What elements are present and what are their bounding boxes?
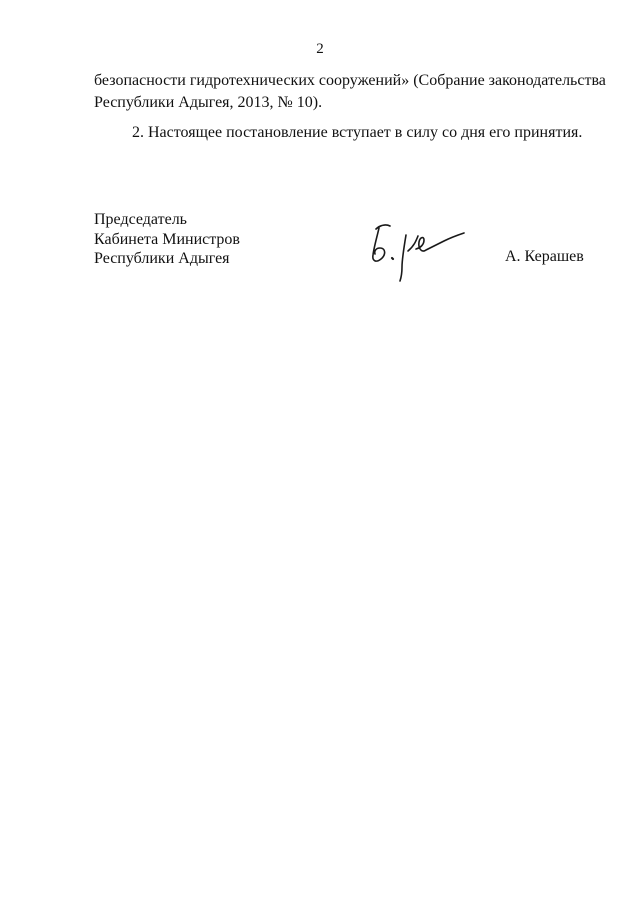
page-number: 2 bbox=[316, 41, 324, 57]
handwritten-signature bbox=[364, 215, 468, 285]
paragraph-1-line-1: безопасности гидротехнических сооружений» (Собрание законодательства bbox=[94, 72, 606, 89]
signatory-title-line-1: Председатель bbox=[94, 211, 187, 228]
signatory-title bbox=[94, 210, 240, 269]
signatory-title-line-3: Республики Адыгея bbox=[94, 250, 230, 267]
paragraph-2: 2. Настоящее постановление вступает в силу со дня его принятия. bbox=[132, 124, 583, 141]
paragraph-1-line-2: Республики Адыгея, 2013, № 10). bbox=[94, 94, 323, 111]
paragraph-1 bbox=[94, 70, 606, 114]
signer-name: А. Керашев bbox=[505, 248, 584, 265]
signatory-title-line-2: Кабинета Министров bbox=[94, 230, 240, 248]
